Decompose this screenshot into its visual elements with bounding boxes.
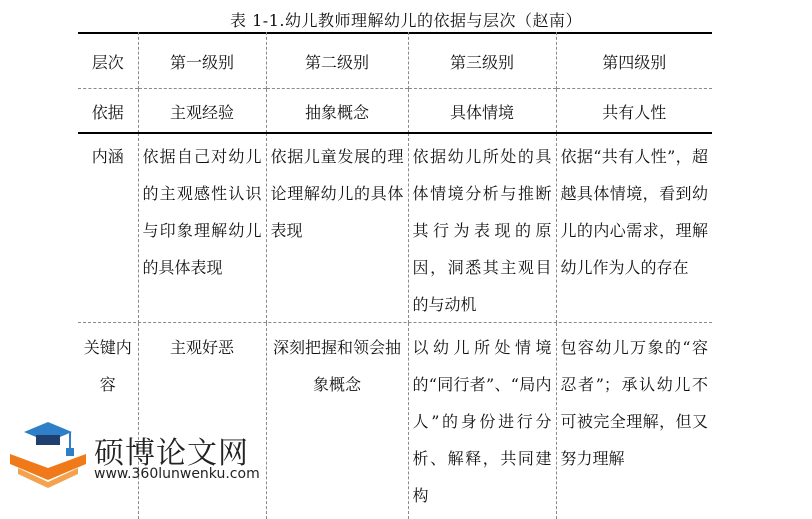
key-cell-level-2: 深刻把握和领会抽象概念 (266, 323, 408, 519)
table-header-bottom-rule (78, 132, 712, 134)
table-header-row (78, 32, 712, 89)
header-cell-level: 层次 (91, 52, 124, 72)
basis-cell-level-1: 主观经验 (138, 89, 266, 134)
header-cell-level-1: 第一级别 (138, 32, 266, 89)
basis-cell-level-4: 共有人性 (556, 89, 712, 134)
key-cell-level-4: 包容幼儿万象的“容忍者”；承认幼儿不可被完全理解，但又努力理解 (556, 323, 712, 519)
key-label-cell: 关键内容 (83, 338, 132, 394)
key-cell-level-1: 主观好恶 (138, 323, 266, 519)
table-row-divider (78, 322, 712, 323)
content-cell-level-1: 依据自己对幼儿的主观感性认识与印象理解幼儿的具体表现 (138, 133, 266, 323)
content-cell-level-3: 依据幼儿所处的具体情境分析与推断其行为表现的原因，洞悉其主观目的与动机 (408, 133, 556, 323)
content-label-cell: 内涵 (91, 147, 124, 166)
table-row-content (78, 133, 712, 323)
table-caption: 表 1-1.幼儿教师理解幼儿的依据与层次（赵南） (230, 11, 582, 30)
header-cell-level-4: 第四级别 (556, 32, 712, 89)
watermark-site-url: www.360lunwenku.com (94, 466, 260, 482)
content-cell-level-2: 依据儿童发展的理论理解幼儿的具体表现 (266, 133, 408, 323)
key-cell-level-3: 以幼儿所处情境的“同行者”、“局内人”的身份进行分析、解释，共同建构 (408, 323, 556, 519)
basis-label-cell: 依据 (78, 89, 138, 134)
basis-cell-level-2: 抽象概念 (266, 89, 408, 134)
graduation-cap-book-icon (8, 420, 88, 490)
content-cell-level-4: 依据“共有人性”，超越具体情境，看到幼儿的内心需求，理解幼儿作为人的存在 (556, 133, 712, 323)
header-cell-level-3: 第三级别 (408, 32, 556, 89)
header-cell-level-2: 第二级别 (266, 32, 408, 89)
table-row-basis (78, 89, 712, 134)
basis-cell-level-3: 具体情境 (408, 89, 556, 134)
watermark-site-name: 硕博论文网 (94, 436, 249, 471)
site-watermark (8, 420, 268, 500)
